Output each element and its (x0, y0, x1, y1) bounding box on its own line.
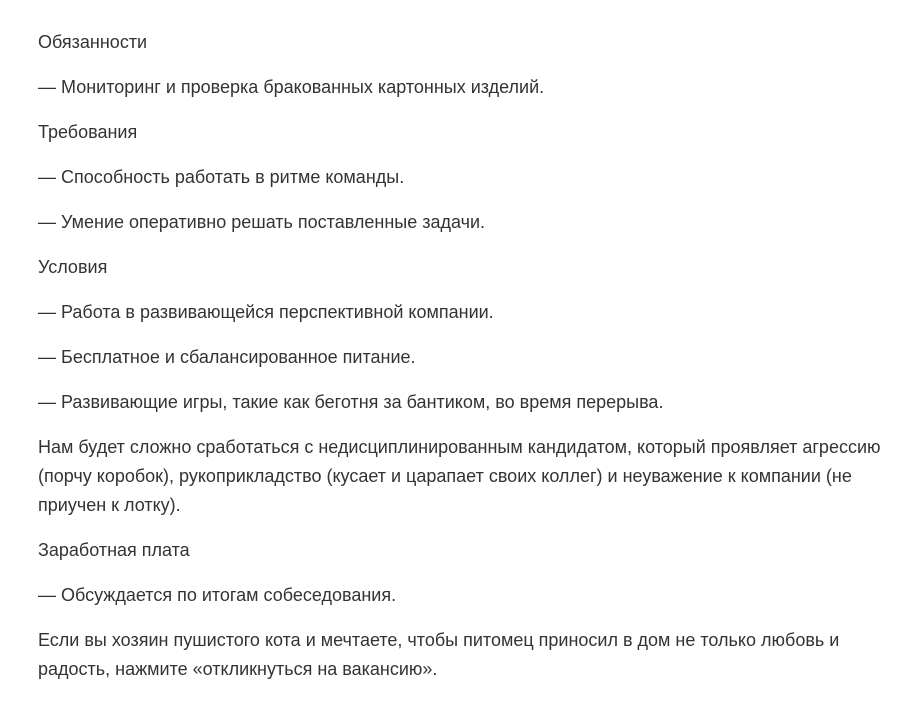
requirements-heading: Требования (38, 122, 138, 142)
condition-item: — Бесплатное и сбалансированное питание. (38, 347, 416, 367)
duty-item: — Мониторинг и проверка бракованных картонных изделий. (38, 77, 545, 97)
salary-heading: Заработная плата (38, 540, 190, 560)
closing-paragraph: Если вы хозяин пушистого кота и мечтаете, чтобы питомец приносил в дом не только любовь и радость, нажмите «откликнуться на вакансию». (38, 630, 840, 679)
salary-item: — Обсуждается по итогам собеседования. (38, 585, 397, 605)
duties-heading: Обязанности (38, 32, 148, 52)
condition-item: — Работа в развивающейся перспективной компании. (38, 302, 494, 322)
conditions-heading: Условия (38, 257, 108, 277)
requirement-item: — Умение оперативно решать поставленные задачи. (38, 212, 486, 232)
condition-item: — Развивающие игры, такие как беготня за бантиком, во время перерыва. (38, 392, 664, 412)
requirement-item: — Способность работать в ритме команды. (38, 167, 405, 187)
warning-paragraph: Нам будет сложно сработаться с недисциплинированным кандидатом, который проявляет агрессию (порчу коробок), рукоприкладство (кусает и царапает своих коллег) и неуважение к компании (не приучен к лотку). (38, 437, 881, 515)
